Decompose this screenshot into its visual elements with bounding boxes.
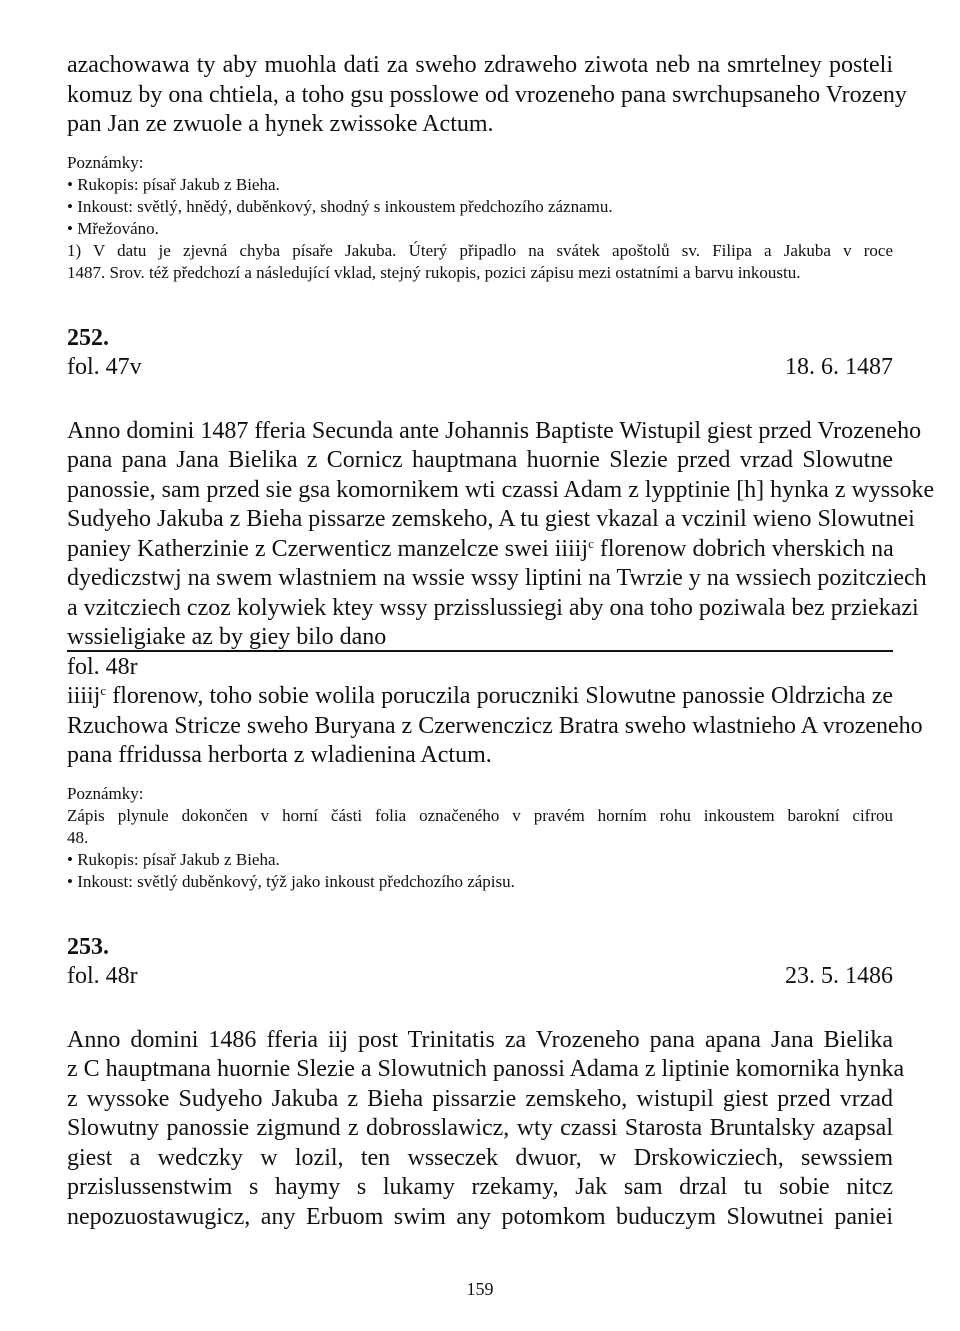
text-line: panossie, sam przed sie gsa komornikem wti czassi Adam z lypptinie [h] hynka z wyssoke	[67, 476, 935, 503]
superscript: c	[588, 535, 594, 551]
text-line	[67, 682, 893, 712]
footnote-line: 1487. Srov. též předchozí a následující vklad, stejný rukopis, pozici zápisu mezi ostatními a barvu inkoustu.	[67, 262, 801, 282]
text-fragment: florenow, toho sobie wolila poruczila poruczniki Slowutne panossie Oldrzicha ze	[106, 683, 893, 709]
notes-heading: Poznámky:	[67, 152, 144, 172]
note-item: • Rukopis: písař Jakub z Bieha.	[67, 849, 280, 869]
notes-heading: Poznámky:	[67, 783, 144, 803]
folio-label: fol. 47v	[67, 353, 142, 380]
folio-label: fol. 48r	[67, 962, 138, 989]
text-line: a vzitcziech czoz kolywiek ktey wssy przisslussiegi aby ona toho poziwala bez prziekazi	[67, 594, 919, 621]
continuation-text	[67, 51, 907, 140]
text-line	[67, 535, 893, 565]
text-line: giest a wedczky w lozil, ten wsseczek dwuor, w Drskowicziech, sewssiem	[67, 1144, 893, 1171]
folio-break	[67, 653, 893, 683]
entry-header-253	[67, 933, 893, 991]
text-line: dyediczstwj na swem wlastniem na wssie wssy liptini na Twrzie y na wssiech pozitcziech	[67, 565, 927, 591]
text-line: komuz by ona chtiela, a toho gsu posslowe od vrozeneho pana swrchupsaneho Vrozeny	[67, 81, 907, 108]
note-item: • Mřežováno.	[67, 218, 159, 238]
text-fragment: florenow dobrich vherskich na	[593, 535, 894, 562]
text-line: Anno domini 1486 fferia iij post Trinitatis za Vrozeneho pana apana Jana Bielika	[67, 1026, 893, 1053]
superscript: c	[100, 683, 107, 698]
text-fragment: paniey Katherzinie z Czerwenticz manzelcze swei iiiij	[67, 535, 589, 562]
text-line: z C hauptmana huornie Slezie a Slowutnich panossi Adama z liptinie komornika hynka	[67, 1056, 905, 1082]
text-line: azachowawa ty aby muohla dati za sweho zdraweho ziwota neb na smrtelney posteli	[67, 52, 893, 78]
footnote-line: 1) V datu je zjevná chyba písaře Jakuba. Úterý připadlo na svátek apoštolů sv. Filipa a Jakuba v roce	[67, 240, 893, 260]
note-item: • Inkoust: světlý, hnědý, duběnkový, shodný s inkoustem předchozího záznamu.	[67, 196, 613, 216]
text-line: pan Jan ze zwuole a hynek zwissoke Actum.	[67, 111, 494, 137]
entry-header-252	[67, 324, 893, 382]
text-line: z wyssoke Sudyeho Jakuba z Bieha pissarzie zemskeho, wistupil giest przed vrzad	[67, 1085, 893, 1112]
entry-date: 23. 5. 1486	[785, 962, 893, 989]
entry-text-252	[67, 417, 935, 771]
notes-block-252	[67, 783, 893, 893]
folio-break-label: fol. 48r	[67, 653, 138, 680]
note-item: • Rukopis: písař Jakub z Bieha.	[67, 174, 280, 194]
text-line: wssieligiake az by giey bilo dano	[67, 624, 387, 650]
text-line: pana ffridussa herborta z wladienina Actum.	[67, 742, 492, 768]
note-line: Zápis plynule dokončen v horní části folia označeného v pravém horním rohu inkoustem barokní cifrou	[67, 805, 893, 825]
entry-date: 18. 6. 1487	[785, 353, 893, 380]
text-line: Rzuchowa Stricze sweho Buryana z Czerwenczicz Bratra sweho wlastnieho A vrozeneho	[67, 712, 923, 739]
text-line: Anno domini 1487 fferia Secunda ante Johannis Baptiste Wistupil giest przed Vrozeneho	[67, 417, 922, 444]
folio-break-rule	[67, 650, 893, 652]
text-line: Sudyeho Jakuba z Bieha pissarze zemskeho, A tu giest vkazal a vczinil wieno Slowutnei	[67, 506, 915, 532]
text-fragment: iiiij	[67, 683, 101, 709]
text-line: nepozuostawugicz, any Erbuom swim any potomkom buduczym Slowutnei paniei	[67, 1203, 893, 1230]
text-line: przislussenstwim s haymy s lukamy rzekamy, Jak sam drzal tu sobie nitcz	[67, 1174, 893, 1200]
text-line: Slowutny panossie zigmund z dobrosslawicz, wty czassi Starosta Bruntalsky azapsal	[67, 1115, 893, 1141]
document-page	[67, 51, 935, 1232]
entry-number: 253.	[67, 933, 109, 960]
page-number: 159	[466, 1279, 494, 1299]
note-item: • Inkoust: světlý duběnkový, týž jako inkoust předchozího zápisu.	[67, 871, 515, 891]
text-line: pana pana Jana Bielika z Cornicz hauptmana huornie Slezie przed vrzad Slowutne	[67, 447, 893, 473]
note-line: 48.	[67, 827, 89, 847]
notes-block	[67, 152, 893, 284]
entry-number: 252.	[67, 324, 109, 351]
entry-text-253	[67, 1026, 905, 1233]
